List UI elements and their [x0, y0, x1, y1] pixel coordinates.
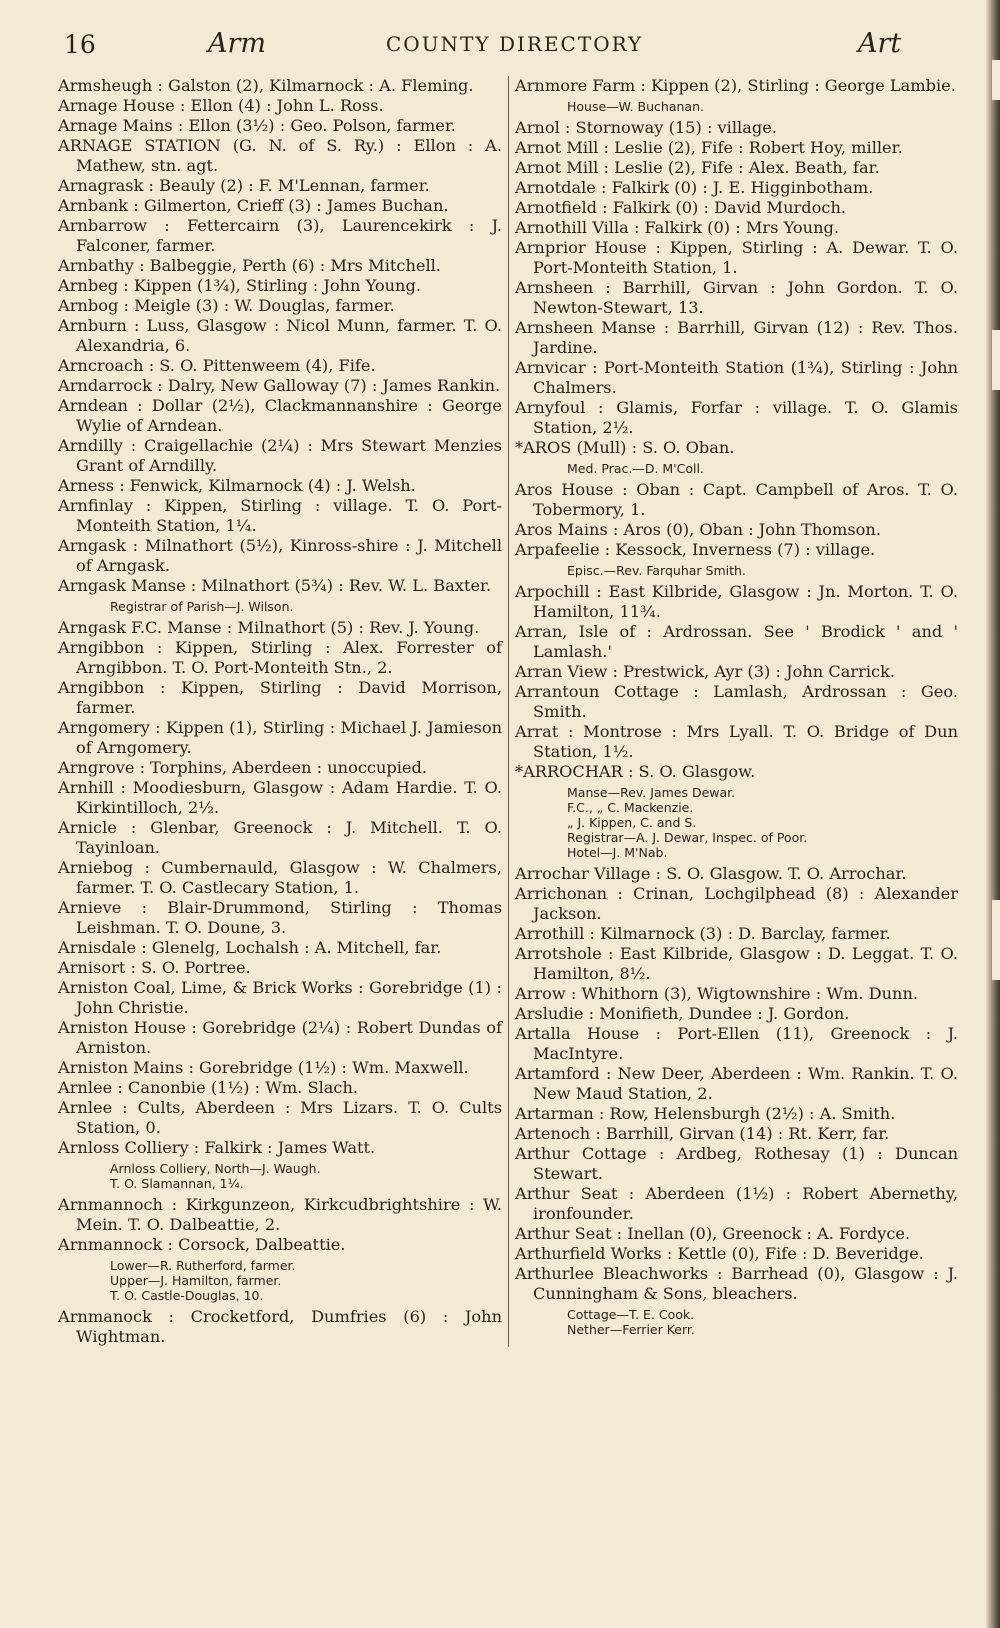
directory-entry: Arnbank : Gilmerton, Crieff (3) : James Buchan.: [58, 196, 449, 215]
directory-entry: Arrantoun Cottage : Lamlash, Ardrossan : Geo. Smith.: [515, 682, 958, 721]
sub-entry: T. O. Castle-Douglas, 10.: [110, 1288, 264, 1303]
directory-entry: Arngrove : Torphins, Aberdeen : unoccupied.: [58, 758, 428, 777]
directory-entry: Arnbeg : Kippen (1¾), Stirling : John Young.: [58, 276, 421, 295]
directory-entry: Arnicle : Glenbar, Greenock : J. Mitchell. T. O. Tayinloan.: [58, 818, 502, 857]
directory-entry: Arnloss Colliery : Falkirk : James Watt.: [58, 1138, 376, 1157]
directory-entry: Arness : Fenwick, Kilmarnock (4) : J. Welsh.: [58, 476, 416, 495]
directory-entry: Arnmannoch : Kirkgunzeon, Kirkcudbrightshire : W. Mein. T. O. Dalbeattie, 2.: [58, 1195, 502, 1234]
directory-entry: Armsheugh : Galston (2), Kilmarnock : A. Fleming.: [58, 76, 474, 95]
directory-entry: Arthurfield Works : Kettle (0), Fife : D. Beveridge.: [515, 1244, 924, 1263]
directory-entry: Arran View : Prestwick, Ayr (3) : John Carrick.: [515, 662, 896, 681]
directory-entry: Arnmore Farm : Kippen (2), Stirling : George Lambie.: [515, 76, 956, 95]
directory-entry: Arnotfield : Falkirk (0) : David Murdoch.: [515, 198, 847, 217]
directory-entry: Arnbarrow : Fettercairn (3), Laurencekirk : J. Falconer, farmer.: [58, 216, 502, 255]
sub-entry: Cottage—T. E. Cook.: [567, 1307, 695, 1322]
directory-entry: Arnsheen : Barrhill, Girvan : John Gordon. T. O. Newton-Stewart, 13.: [515, 278, 958, 317]
sub-entry: T. O. Slamannan, 1¼.: [110, 1176, 244, 1191]
directory-entry: Arnmanock : Crocketford, Dumfries (6) : John Wightman.: [58, 1307, 502, 1346]
directory-entry: Arnlee : Cults, Aberdeen : Mrs Lizars. T. O. Cults Station, 0.: [58, 1098, 502, 1137]
directory-entry: Arniston House : Gorebridge (2¼) : Robert Dundas of Arniston.: [58, 1018, 502, 1057]
directory-entry: Arngask : Milnathort (5½), Kinross-shire : J. Mitchell of Arngask.: [58, 536, 502, 575]
directory-entry: Arnot Mill : Leslie (2), Fife : Alex. Beath, far.: [515, 158, 880, 177]
running-title: COUNTY DIRECTORY: [386, 32, 644, 56]
directory-entry: Arnage Mains : Ellon (3½) : Geo. Polson, farmer.: [58, 116, 456, 135]
directory-entry: Arthur Seat : Aberdeen (1½) : Robert Abernethy, ironfounder.: [515, 1184, 958, 1223]
directory-entry: Arrat : Montrose : Mrs Lyall. T. O. Bridge of Dun Station, 1½.: [515, 722, 958, 761]
directory-entry: Arnotdale : Falkirk (0) : J. E. Higginbotham.: [515, 178, 874, 197]
directory-entry: *AROS (Mull) : S. O. Oban.: [515, 438, 735, 457]
directory-entry: Arniston Mains : Gorebridge (1½) : Wm. Maxwell.: [58, 1058, 469, 1077]
directory-entry: Arnage House : Ellon (4) : John L. Ross.: [58, 96, 384, 115]
directory-entry: Artamford : New Deer, Aberdeen : Wm. Rankin. T. O. New Maud Station, 2.: [515, 1064, 958, 1103]
page-number: 16: [64, 30, 96, 59]
directory-entry: ARNAGE STATION (G. N. of S. Ry.) : Ellon : A. Mathew, stn. agt.: [58, 136, 502, 175]
directory-entry: Arncroach : S. O. Pittenweem (4), Fife.: [58, 356, 376, 375]
directory-entry: Arndean : Dollar (2½), Clackmannanshire : George Wylie of Arndean.: [58, 396, 502, 435]
directory-entry: *ARROCHAR : S. O. Glasgow.: [515, 762, 756, 781]
sub-entry: House—W. Buchanan.: [567, 99, 704, 114]
directory-entry: Arnvicar : Port-Monteith Station (1¾), Stirling : John Chalmers.: [515, 358, 958, 397]
directory-entry: Arnbathy : Balbeggie, Perth (6) : Mrs Mitchell.: [58, 256, 441, 275]
directory-entry: Arnfinlay : Kippen, Stirling : village. T. O. Port-Monteith Station, 1¼.: [58, 496, 502, 535]
directory-entry: Arnsheen Manse : Barrhill, Girvan (12) : Rev. Thos. Jardine.: [515, 318, 958, 357]
page-header: [58, 22, 970, 66]
directory-entry: Arrow : Whithorn (3), Wigtownshire : Wm. Dunn.: [515, 984, 919, 1003]
directory-columns: [58, 76, 970, 1347]
sub-entry: „ J. Kippen, C. and S.: [567, 815, 697, 830]
directory-entry: Arngask Manse : Milnathort (5¾) : Rev. W. L. Baxter.: [58, 576, 492, 595]
directory-entry: Arpochill : East Kilbride, Glasgow : Jn. Morton. T. O. Hamilton, 11¾.: [515, 582, 958, 621]
directory-entry: Arrotshole : East Kilbride, Glasgow : D. Leggat. T. O. Hamilton, 8½.: [515, 944, 958, 983]
sub-entry: Arnloss Colliery, North—J. Waugh.: [110, 1161, 321, 1176]
directory-entry: Arthurlee Bleachworks : Barrhead (0), Glasgow : J. Cunningham & Sons, bleachers.: [515, 1264, 958, 1303]
sub-entry: F.C., „ C. Mackenzie.: [567, 800, 694, 815]
sub-entry: Nether—Ferrier Kerr.: [567, 1322, 695, 1337]
directory-entry: Arndilly : Craigellachie (2¼) : Mrs Stewart Menzies Grant of Arndilly.: [58, 436, 502, 475]
directory-entry: Arnmannock : Corsock, Dalbeattie.: [58, 1235, 346, 1254]
directory-entry: Arsludie : Monifieth, Dundee : J. Gordon.: [515, 1004, 850, 1023]
directory-entry: Arniebog : Cumbernauld, Glasgow : W. Chalmers, farmer. T. O. Castlecary Station, 1.: [58, 858, 502, 897]
directory-entry: Artenoch : Barrhill, Girvan (14) : Rt. Kerr, far.: [515, 1124, 890, 1143]
directory-entry: Arngibbon : Kippen, Stirling : David Morrison, farmer.: [58, 678, 502, 717]
sub-entry: Lower—R. Rutherford, farmer.: [110, 1258, 296, 1273]
directory-entry: Aros House : Oban : Capt. Campbell of Aros. T. O. Tobermory, 1.: [515, 480, 958, 519]
page-edge: [986, 0, 1000, 1628]
sub-entry: Episc.—Rev. Farquhar Smith.: [567, 563, 746, 578]
directory-entry: Arnagrask : Beauly (2) : F. M'Lennan, farmer.: [58, 176, 430, 195]
directory-entry: Arngibbon : Kippen, Stirling : Alex. Forrester of Arngibbon. T. O. Port-Monteith Stn., 2.: [58, 638, 502, 677]
directory-entry: Arpafeelie : Kessock, Inverness (7) : village.: [515, 540, 876, 559]
directory-entry: Arnieve : Blair-Drummond, Stirling : Thomas Leishman. T. O. Doune, 3.: [58, 898, 502, 937]
sub-entry: Med. Prac.—D. M'Coll.: [567, 461, 704, 476]
directory-entry: Arndarrock : Dalry, New Galloway (7) : James Rankin.: [58, 376, 501, 395]
directory-entry: Arrothill : Kilmarnock (3) : D. Barclay, farmer.: [515, 924, 891, 943]
sub-entry: Hotel—J. M'Nab.: [567, 845, 668, 860]
directory-entry: Arrochar Village : S. O. Glasgow. T. O. Arrochar.: [515, 864, 907, 883]
sub-entry: Registrar of Parish—J. Wilson.: [110, 599, 294, 614]
directory-entry: Arnhill : Moodiesburn, Glasgow : Adam Hardie. T. O. Kirkintilloch, 2½.: [58, 778, 502, 817]
header-right-guide-word: Art: [858, 28, 902, 59]
directory-entry: Artarman : Row, Helensburgh (2½) : A. Smith.: [515, 1104, 896, 1123]
right-column: [508, 76, 958, 1347]
sub-entry: Manse—Rev. James Dewar.: [567, 785, 736, 800]
directory-entry: Arnprior House : Kippen, Stirling : A. Dewar. T. O. Port-Monteith Station, 1.: [515, 238, 958, 277]
directory-entry: Arran, Isle of : Ardrossan. See ' Brodick ' and ' Lamlash.': [515, 622, 958, 661]
directory-entry: Arrichonan : Crinan, Lochgilphead (8) : Alexander Jackson.: [515, 884, 958, 923]
directory-entry: Arnisort : S. O. Portree.: [58, 958, 251, 977]
directory-entry: Arngomery : Kippen (1), Stirling : Michael J. Jamieson of Arngomery.: [58, 718, 502, 757]
left-column: [58, 76, 508, 1347]
directory-entry: Aros Mains : Aros (0), Oban : John Thomson.: [515, 520, 881, 539]
directory-entry: Artalla House : Port-Ellen (11), Greenock : J. MacIntyre.: [515, 1024, 958, 1063]
directory-entry: Arnothill Villa : Falkirk (0) : Mrs Young.: [515, 218, 840, 237]
sub-entry: Registrar—A. J. Dewar, Inspec. of Poor.: [567, 830, 808, 845]
directory-entry: Arngask F.C. Manse : Milnathort (5) : Rev. J. Young.: [58, 618, 480, 637]
directory-entry: Arnyfoul : Glamis, Forfar : village. T. O. Glamis Station, 2½.: [515, 398, 958, 437]
directory-entry: Arnbog : Meigle (3) : W. Douglas, farmer.: [58, 296, 395, 315]
directory-entry: Arnburn : Luss, Glasgow : Nicol Munn, farmer. T. O. Alexandria, 6.: [58, 316, 502, 355]
directory-entry: Arnot Mill : Leslie (2), Fife : Robert Hoy, miller.: [515, 138, 903, 157]
sub-entry: Upper—J. Hamilton, farmer.: [110, 1273, 282, 1288]
directory-entry: Arniston Coal, Lime, & Brick Works : Gorebridge (1) : John Christie.: [58, 978, 502, 1017]
directory-entry: Arnol : Stornoway (15) : village.: [515, 118, 777, 137]
directory-entry: Arnlee : Canonbie (1½) : Wm. Slach.: [58, 1078, 359, 1097]
directory-entry: Arnisdale : Glenelg, Lochalsh : A. Mitchell, far.: [58, 938, 442, 957]
directory-entry: Arthur Cottage : Ardbeg, Rothesay (1) : Duncan Stewart.: [515, 1144, 958, 1183]
header-left-guide-word: Arm: [208, 28, 267, 59]
directory-entry: Arthur Seat : Inellan (0), Greenock : A. Fordyce.: [515, 1224, 911, 1243]
